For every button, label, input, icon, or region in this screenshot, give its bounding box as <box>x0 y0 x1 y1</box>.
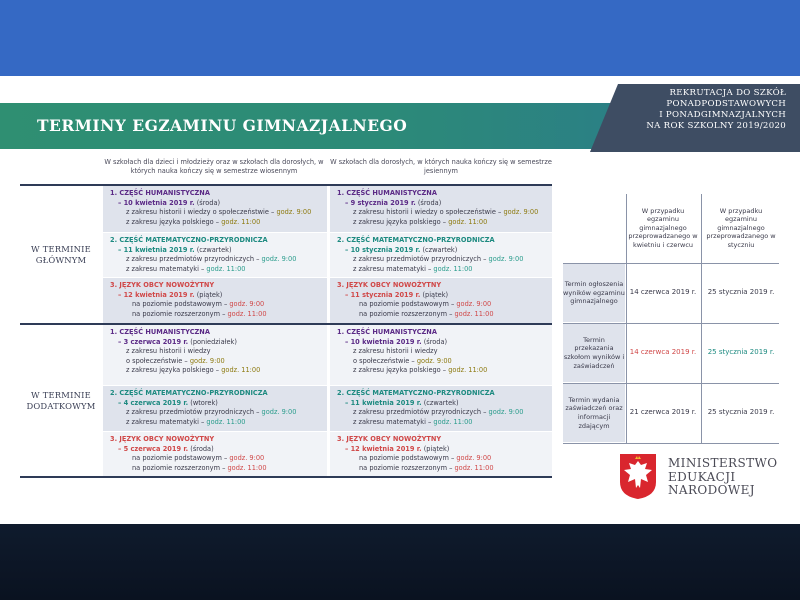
exam-cell-main-spring-language: 3. JĘZYK OBCY NOWOŻYTNY – 12 kwietnia 2019 r. (piątek) na poziomie podstawowym – godz. 9:00 na poziomie rozszerzonym – godz. 11:00 <box>103 278 327 323</box>
exam-cell-extra-spring-math: 2. CZĘŚĆ MATEMATYCZNO-PRZYRODNICZA – 4 czerwca 2019 r. (wtorek) z zakresu przedmiotów przyrodniczych – godz. 9:00 z zakresu matematyki – godz. 11:00 <box>103 386 327 431</box>
exam-cell-main-autumn-language: 3. JĘZYK OBCY NOWOŻYTNY – 11 stycznia 2019 r. (piątek) na poziomie podstawowym – godz. 9:00 na poziomie rozszerzonym – godz. 11:00 <box>330 278 552 323</box>
results-value: 21 czerwca 2019 r. <box>627 384 699 442</box>
results-header-april-june: W przypadku egzaminu gimnazjalnego przeprowadzanego w kwietniu i czerwcu <box>628 206 698 249</box>
row-label-extra-term: W TERMINIE DODATKOWYM <box>26 389 96 411</box>
column-header-spring: W szkołach dla dzieci i młodzieży oraz w szkołach dla dorosłych, w których nauka kończy się w semestrze wiosennym <box>104 158 324 175</box>
table-divider-bottom <box>20 476 552 478</box>
results-value: 14 czerwca 2019 r. <box>627 324 699 382</box>
results-header-january: W przypadku egzaminu gimnazjalnego przeprowadzanego w styczniu <box>706 206 776 249</box>
results-value: 25 stycznia 2019 r. <box>703 384 779 442</box>
bottom-banner <box>0 524 800 600</box>
exam-cell-extra-autumn-math: 2. CZĘŚĆ MATEMATYCZNO-PRZYRODNICZA – 11 kwietnia 2019 r. (czwartek) z zakresu przedmiotów przyrodniczych – godz. 9:00 z zakresu matematyki – godz. 11:00 <box>330 386 552 431</box>
recruitment-badge-text: REKRUTACJA DO SZKÓŁ PONADPODSTAWOWYCH I PONADGIMNAZJALNYCH NA ROK SZKOLNY 2019/2020 <box>646 88 786 131</box>
results-value: 25 stycznia 2019 r. <box>703 324 779 382</box>
page-title: TERMINY EGZAMINU GIMNAZJALNEGO <box>37 116 408 135</box>
exam-cell-main-spring-math: 2. CZĘŚĆ MATEMATYCZNO-PRZYRODNICZA – 11 kwietnia 2019 r. (czwartek) z zakresu przedmiotów przyrodniczych – godz. 9:00 z zakresu matematyki – godz. 11:00 <box>103 233 327 277</box>
exam-cell-extra-autumn-language: 3. JĘZYK OBCY NOWOŻYTNY – 12 kwietnia 2019 r. (piątek) na poziomie podstawowym – godz. 9:00 na poziomie rozszerzonym – godz. 11:00 <box>330 432 552 476</box>
results-row-label-announcement: Termin ogłoszenia wyników egzaminu gimnazjalnego <box>563 264 625 322</box>
results-row-label-certificates: Termin wydania zaświadczeń oraz informacji zdającym <box>563 384 625 442</box>
ministry-name: MINISTERSTWO EDUKACJI NARODOWEJ <box>668 456 778 497</box>
top-banner <box>0 0 800 76</box>
exam-cell-main-spring-humanities: 1. CZĘŚĆ HUMANISTYCZNA – 10 kwietnia 2019 r. (środa) z zakresu historii i wiedzy o społeczeństwie – godz. 9:00 z zakresu języka polskiego – godz. 11:00 <box>103 186 327 232</box>
exam-cell-extra-spring-humanities: 1. CZĘŚĆ HUMANISTYCZNA – 3 czerwca 2019 r. (poniedziałek) z zakresu historii i wiedzy o społeczeństwie – godz. 9:00 z zakresu języka polskiego – godz. 11:00 <box>103 325 327 385</box>
polish-eagle-emblem-icon <box>618 452 658 500</box>
results-value: 25 stycznia 2019 r. <box>703 264 779 322</box>
exam-cell-main-autumn-math: 2. CZĘŚĆ MATEMATYCZNO-PRZYRODNICZA – 10 stycznia 2019 r. (czwartek) z zakresu przedmiotów przyrodniczych – godz. 9:00 z zakresu matematyki – godz. 11:00 <box>330 233 552 277</box>
exam-cell-extra-autumn-humanities: 1. CZĘŚĆ HUMANISTYCZNA – 10 kwietnia 2019 r. (środa) z zakresu historii i wiedzy o społeczeństwie – godz. 9:00 z zakresu języka polskiego – godz. 11:00 <box>330 325 552 385</box>
column-header-autumn: W szkołach dla dorosłych, w których nauka kończy się w semestrze jesiennym <box>330 158 552 175</box>
exam-cell-extra-spring-language: 3. JĘZYK OBCY NOWOŻYTNY – 5 czerwca 2019 r. (środa) na poziomie podstawowym – godz. 9:00 na poziomie rozszerzonym – godz. 11:00 <box>103 432 327 476</box>
results-value: 14 czerwca 2019 r. <box>627 264 699 322</box>
row-label-main-term: W TERMINIE GŁÓWNYM <box>31 243 91 265</box>
results-vertical-divider <box>701 194 702 444</box>
results-row-label-transfer: Termin przekazania szkołom wyników i zaświadczeń <box>563 324 625 382</box>
results-divider <box>563 443 779 444</box>
exam-cell-main-autumn-humanities: 1. CZĘŚĆ HUMANISTYCZNA – 9 stycznia 2019 r. (środa) z zakresu historii i wiedzy o społeczeństwie – godz. 9:00 z zakresu języka polskiego – godz. 11:00 <box>330 186 552 232</box>
